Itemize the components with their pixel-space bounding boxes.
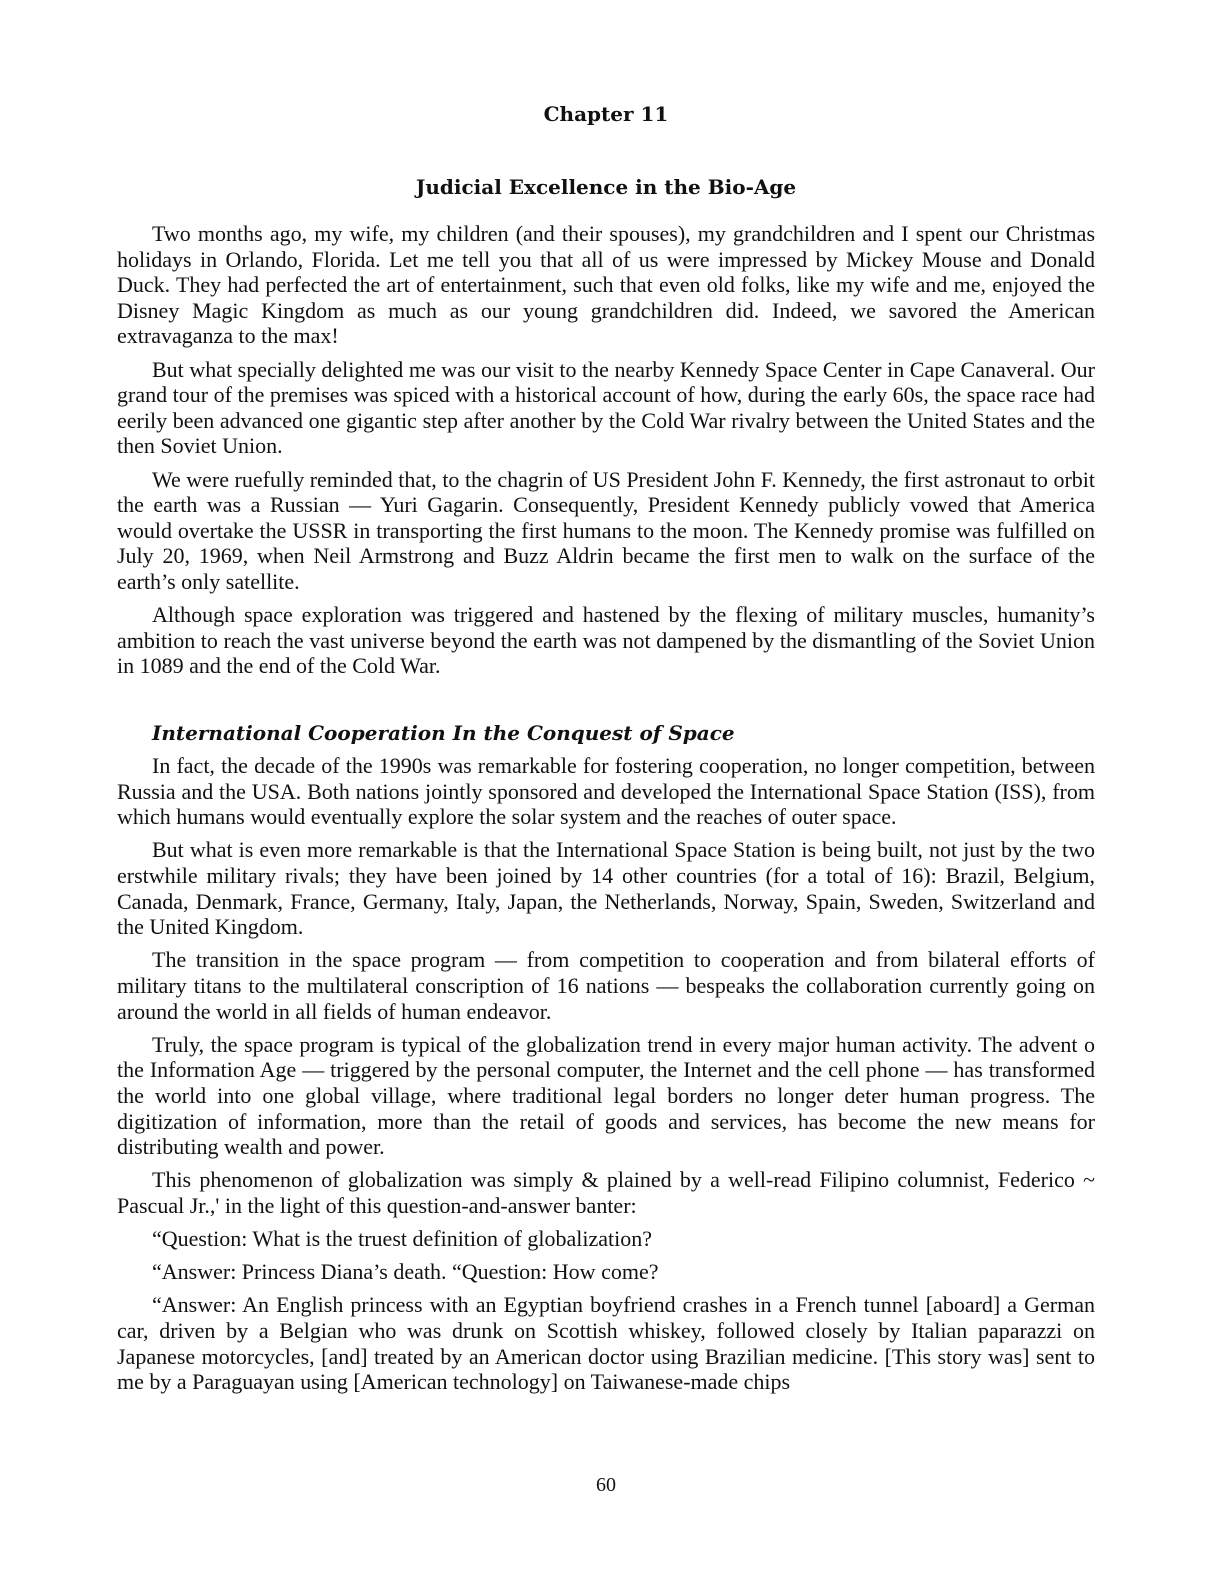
paragraph: Two months ago, my wife, my children (and their spouses), my grandchildren and I spent our Christmas holidays in Orlando, Florida. Let me tell you that all of us were impressed by Mickey Mouse and Donald Duck. They had perfected the art of entertainment, such that even old folks, like my wife and me, enjoyed the Disney Magic Kingdom as much as our young grandchildren did. Indeed, we savored the American extravaganza to the max! [117,221,1095,349]
paragraph: Although space exploration was triggered and hastened by the flexing of military muscles, humanity’s ambition to reach the vast universe beyond the earth was not dampened by the dismantling of the Soviet Union in 1089 and the end of the Cold War. [117,602,1095,679]
paragraph: In fact, the decade of the 1990s was remarkable for fostering cooperation, no longer competition, between Russia and the USA. Both nations jointly sponsored and developed the International Space Station (ISS), from which humans would eventually explore the solar system and the reaches of outer space. [117,753,1095,830]
chapter-title: Judicial Excellence in the Bio-Age [415,175,797,199]
paragraph: The transition in the space program — from competition to cooperation and from bilateral efforts of military titans to the multilateral conscription of 16 nations — bespeaks the collaboration currently going on around the world in all fields of human endeavor. [117,947,1095,1024]
chapter-number: Chapter 11 [543,102,669,126]
intro-text [117,221,1095,686]
quote-paragraph: “Answer: An English princess with an Egyptian boyfriend crashes in a French tunnel [aboard] a German car, driven by a Belgian who was drunk on Scottish whiskey, followed closely by Italian paparazzi on Japanese motorcycles, [and] treated by an American doctor using Brazilian medicine. [This story was] sent to me by a Paraguayan using [American technology] on Taiwanese-made chips [117,1292,1095,1395]
quote-paragraph: “Question: What is the truest definition of globalization? [152,1226,652,1252]
page-number: 60 [596,1474,616,1496]
paragraph: This phenomenon of globalization was simply & plained by a well-read Filipino columnist, Federico ~ Pascual Jr.,' in the light of this question-and-answer banter: [117,1167,1095,1218]
quote-paragraph: “Answer: Princess Diana’s death. “Question: How come? [152,1259,659,1285]
section-heading: International Cooperation In the Conquest of Space [152,721,735,745]
paragraph: We were ruefully reminded that, to the chagrin of US President John F. Kennedy, the first astronaut to orbit the earth was a Russian — Yuri Gagarin. Consequently, President Kennedy publicly vowed that America would overtake the USSR in transporting the first humans to the moon. The Kennedy promise was fulfilled on July 20, 1969, when Neil Armstrong and Buzz Aldrin became the first men to walk on the surface of the earth’s only satellite. [117,466,1095,594]
document-page [117,0,1095,1584]
section-text [117,753,1095,1402]
paragraph: But what specially delighted me was our visit to the nearby Kennedy Space Center in Cape Canaveral. Our grand tour of the premises was spiced with a historical account of how, during the early 60s, the space race had eerily been advanced one gigantic step after another by the Cold War rivalry between the United States and the then Soviet Union. [117,356,1095,459]
paragraph: But what is even more remarkable is that the International Space Station is being built, not just by the two erstwhile military rivals; they have been joined by 14 other countries (for a total of 16): Brazil, Belgium, Canada, Denmark, France, Germany, Italy, Japan, the Netherlands, Norway, Spain, Sweden, Switzerland and the United Kingdom. [117,837,1095,940]
paragraph: Truly, the space program is typical of the globalization trend in every major human activity. The advent o the Information Age — triggered by the personal computer, the Internet and the cell phone — has transformed the world into one global village, where traditional legal borders no longer deter human progress. The digitization of information, more than the retail of goods and services, has become the new means for distributing wealth and power. [117,1031,1095,1160]
